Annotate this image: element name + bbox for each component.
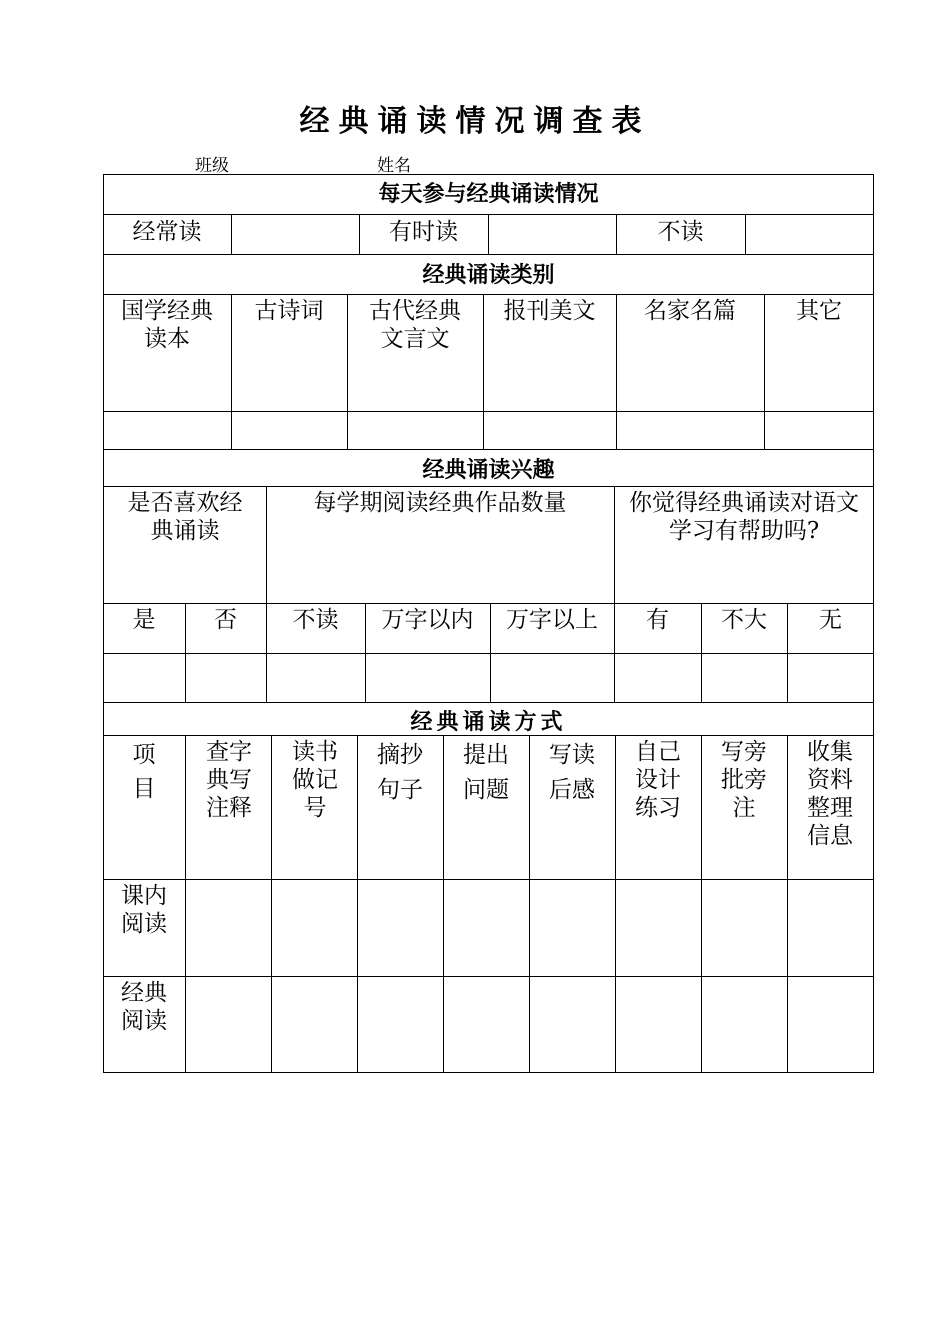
row-label-in-class: 课内阅读	[121, 883, 167, 937]
col-divider	[529, 735, 530, 1073]
question-quantity: 每学期阅读经典作品数量	[313, 490, 567, 516]
section-heading-category: 经典诵读类别	[422, 263, 555, 288]
category-other: 其它	[796, 298, 842, 324]
row-divider	[103, 486, 874, 487]
row-divider	[103, 653, 874, 654]
row-divider	[103, 254, 874, 255]
category-classical-prose: 古代经典文言文	[369, 298, 461, 352]
answer-none-read: 不读	[292, 607, 339, 633]
row-divider	[103, 294, 874, 295]
row-divider	[103, 976, 874, 977]
option-sometimes: 有时读	[389, 219, 458, 245]
method-dictionary: 查字典写注释	[206, 739, 252, 821]
col-divider	[231, 214, 232, 254]
col-divider	[266, 486, 267, 702]
section-heading-interest: 经典诵读兴趣	[422, 458, 555, 483]
col-divider	[443, 735, 444, 1073]
row-divider	[103, 879, 874, 880]
category-poetry: 古诗词	[254, 298, 324, 324]
category-guoxue: 国学经典读本	[121, 298, 213, 352]
method-questions: 提出问题	[463, 742, 509, 803]
question-helpful: 你觉得经典诵读对语文学习有帮助吗?	[629, 490, 859, 544]
answer-yes: 是	[132, 607, 156, 633]
method-marking: 读书做记号	[292, 739, 338, 821]
col-divider	[614, 486, 615, 702]
answer-no: 否	[214, 607, 237, 633]
method-excerpt: 摘抄句子	[377, 742, 423, 803]
col-divider	[185, 735, 186, 1073]
method-reflection: 写读后感	[549, 742, 595, 803]
col-divider	[271, 735, 272, 1073]
col-divider	[488, 214, 489, 254]
row-divider	[103, 411, 874, 412]
option-often: 经常读	[132, 219, 202, 245]
class-label: 班级	[195, 156, 229, 176]
row-divider	[103, 449, 874, 450]
row-divider	[103, 702, 874, 703]
method-exercises: 自己设计练习	[635, 739, 681, 821]
answer-within-10k: 万字以内	[381, 607, 474, 633]
col-divider	[347, 294, 348, 449]
page-title: 经典诵读情况调查表	[299, 104, 651, 139]
col-divider	[745, 214, 746, 254]
method-annotation: 写旁批旁注	[721, 739, 767, 821]
category-famous-works: 名家名篇	[644, 298, 736, 324]
answer-nothing: 无	[819, 607, 842, 633]
section-heading-daily: 每天参与经典诵读情况	[378, 182, 599, 207]
col-divider	[787, 735, 788, 1073]
category-articles: 报刊美文	[503, 298, 596, 324]
answer-over-10k: 万字以上	[506, 607, 598, 633]
name-label: 姓名	[377, 156, 411, 176]
section-heading-method: 经典诵读方式	[410, 710, 567, 735]
row-label-classic: 经典阅读	[121, 980, 167, 1034]
answer-have: 有	[646, 607, 669, 633]
col-divider	[357, 735, 358, 1073]
item-label: 项目	[132, 742, 156, 802]
col-divider	[701, 735, 702, 1073]
col-divider	[615, 735, 616, 1073]
row-divider	[103, 603, 874, 604]
answer-not-much: 不大	[721, 607, 767, 633]
method-collect-info: 收集资料整理信息	[807, 739, 853, 849]
option-never: 不读	[657, 219, 704, 245]
question-like: 是否喜欢经典诵读	[127, 490, 243, 544]
